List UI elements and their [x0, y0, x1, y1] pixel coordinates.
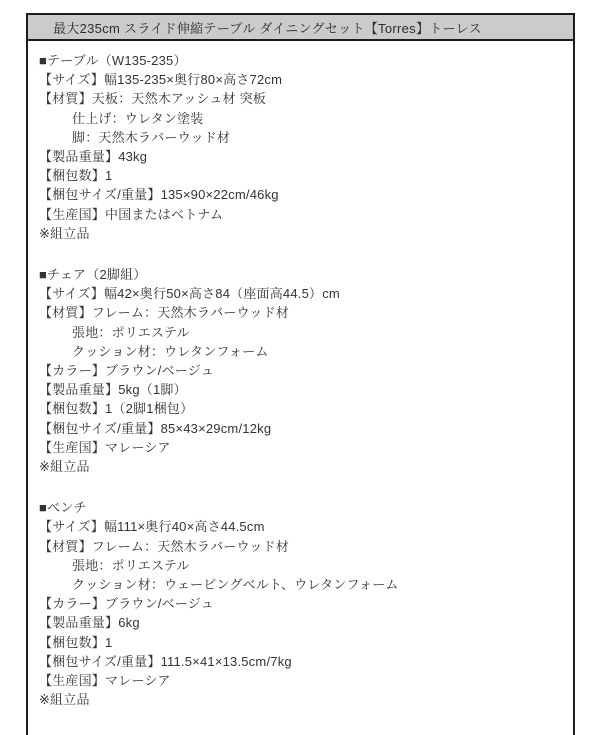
spec-line: ※組立品	[39, 692, 90, 708]
spec-line: 張地：ポリエステル	[72, 557, 190, 573]
spec-line: 【製品重量】6kg	[39, 615, 140, 631]
spec-line: 【サイズ】幅42×奥行50×高さ84（座面高44.5）cm	[39, 286, 340, 302]
spec-line: 【梱包数】1	[39, 168, 113, 184]
spec-line: 【材質】フレーム：天然木ラバーウッド材	[39, 538, 290, 554]
spec-line: ※組立品	[39, 459, 90, 475]
spec-line: 【製品重量】43kg	[39, 149, 148, 165]
spec-line: 【梱包サイズ/重量】135×90×22cm/46kg	[39, 187, 279, 203]
spec-section-2	[39, 498, 565, 709]
spec-line: 脚：天然木ラバーウッド材	[72, 129, 231, 145]
spec-section-0	[39, 51, 565, 243]
section-heading: ■チェア（2脚組）	[39, 267, 147, 283]
spec-body	[28, 41, 573, 710]
section-heading: ■ベンチ	[39, 500, 87, 516]
spec-line: 【梱包数】1（2脚1梱包）	[39, 401, 194, 417]
spec-line: 【梱包サイズ/重量】85×43×29cm/12kg	[39, 420, 272, 436]
spec-line: 【カラー】ブラウン/ベージュ	[39, 596, 214, 612]
spec-line: 仕上げ：ウレタン塗装	[72, 110, 204, 126]
spec-line: 【梱包サイズ/重量】111.5×41×13.5cm/7kg	[39, 653, 292, 669]
spec-line: 【材質】フレーム：天然木ラバーウッド材	[39, 305, 290, 321]
spec-line: 【生産国】マレーシア	[39, 673, 171, 689]
spec-section-1	[39, 265, 565, 476]
section-heading: ■テーブル（W135-235）	[39, 53, 187, 68]
spec-line: ※組立品	[39, 225, 90, 241]
spec-line: 【カラー】ブラウン/ベージュ	[39, 363, 214, 379]
product-title-bar	[28, 15, 573, 41]
spec-line: 【生産国】中国またはベトナム	[39, 206, 224, 222]
spec-line: 【サイズ】幅135-235×奥行80×高さ72cm	[39, 72, 283, 88]
spec-line: クッション材：ウレタンフォーム	[72, 343, 269, 359]
spec-line: 【梱包数】1	[39, 634, 113, 650]
spec-line: 【製品重量】5kg（1脚）	[39, 382, 187, 398]
product-spec-box	[26, 13, 575, 735]
spec-line: 【サイズ】幅111×奥行40×高さ44.5cm	[39, 519, 265, 535]
spec-line: クッション材：ウェービングベルト、ウレタンフォーム	[72, 577, 399, 593]
spec-line: 【材質】天板：天然木アッシュ材 突板	[39, 91, 267, 107]
spec-line: 張地：ポリエステル	[72, 324, 190, 340]
product-title: 最大235cm スライド伸縮テーブル ダイニングセット【Torres】トーレス	[53, 20, 482, 36]
spec-line: 【生産国】マレーシア	[39, 439, 171, 455]
